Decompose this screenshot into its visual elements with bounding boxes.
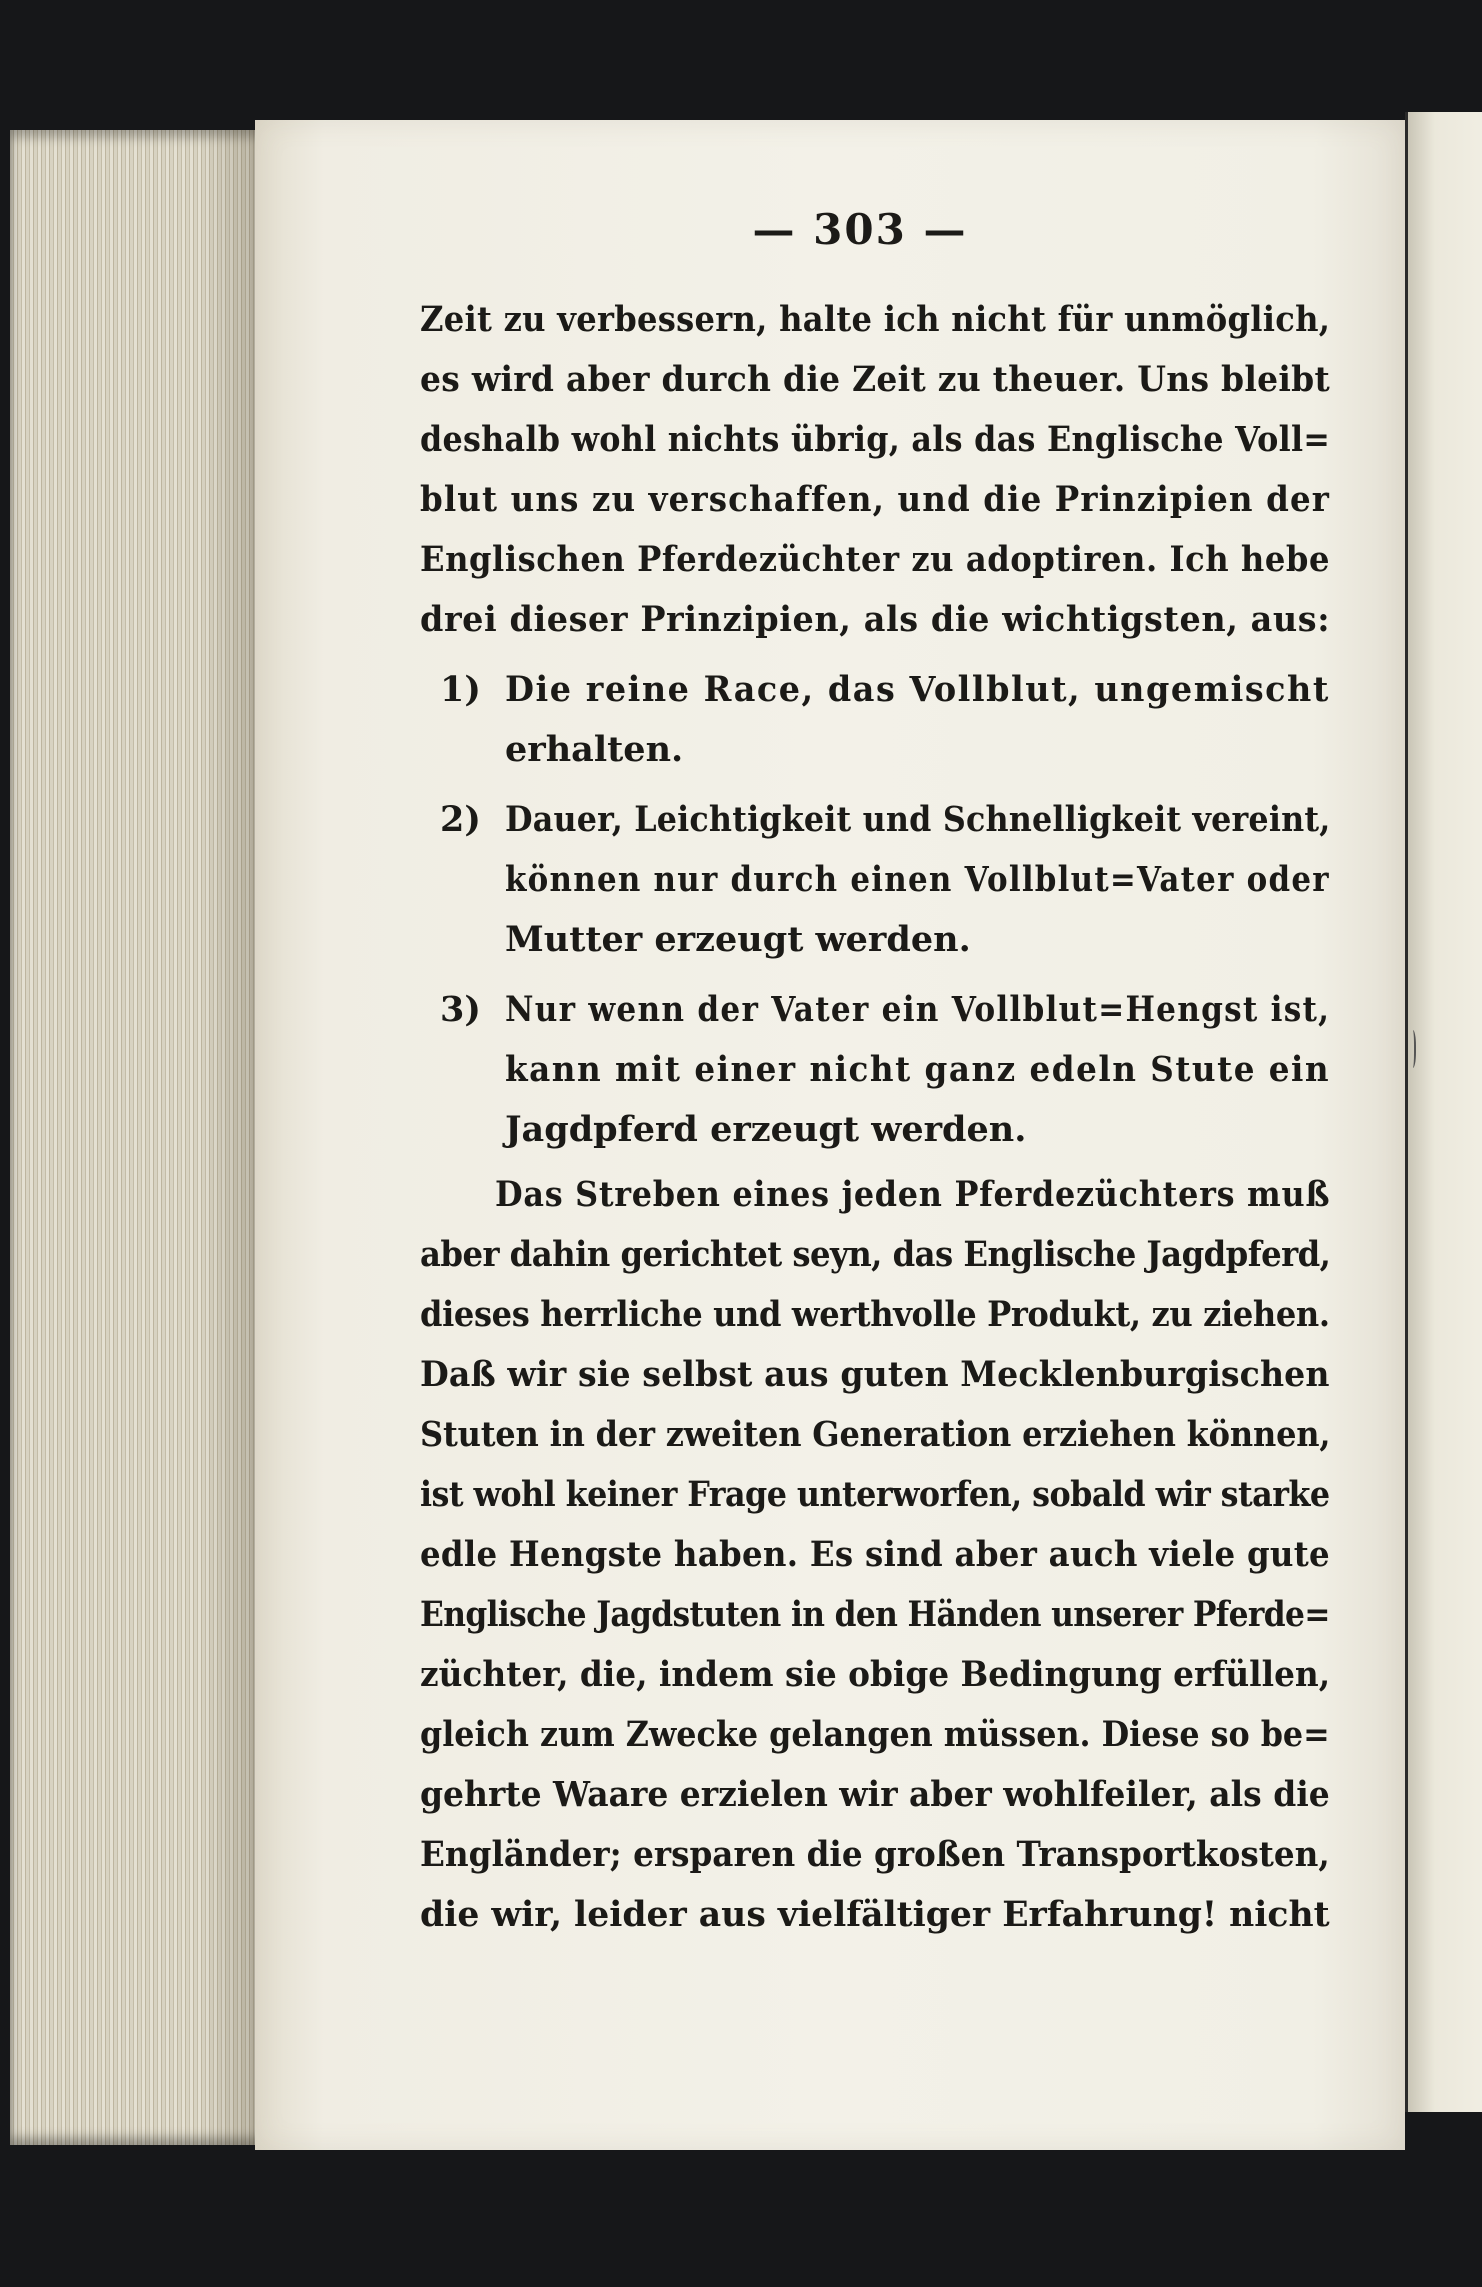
text-line: es wird aber durch die Zeit zu theuer. Uns bleibt: [420, 359, 1330, 400]
list-item-line: Jagdpferd erzeugt werden.: [505, 1109, 1027, 1150]
text-line: gleich zum Zwecke gelangen müssen. Diese so be=: [420, 1714, 1330, 1755]
list-item-line: Mutter erzeugt werden.: [505, 919, 971, 960]
page-edges-shadow: [200, 130, 260, 2145]
text-line: edle Hengste haben. Es sind aber auch viele gute: [420, 1534, 1330, 1575]
list-number: 2): [440, 799, 481, 840]
list-number: 3): [440, 989, 481, 1030]
list-item-line: Nur wenn der Vater ein Vollblut=Hengst ist,: [505, 989, 1331, 1030]
text-line: deshalb wohl nichts übrig, als das Englische Voll=: [420, 419, 1331, 460]
adjacent-page-edge: [1405, 112, 1482, 2112]
text-line: drei dieser Prinzipien, als die wichtigsten, aus:: [420, 599, 1331, 640]
list-item-line: kann mit einer nicht ganz edeln Stute ein: [505, 1049, 1331, 1090]
page-number: — 303 —: [752, 205, 968, 254]
text-line: blut uns zu verschaffen, und die Prinzipien der: [420, 479, 1330, 520]
text-line: Englische Jagdstuten in den Händen unserer Pferde=: [420, 1594, 1330, 1635]
list-item-line: Dauer, Leichtigkeit und Schnelligkeit vereint,: [505, 799, 1331, 840]
text-line: dieses herrliche und werthvolle Produkt, zu ziehen.: [420, 1294, 1330, 1335]
list-item-line: Die reine Race, das Vollblut, ungemischt: [505, 669, 1330, 710]
text-line: züchter, die, indem sie obige Bedingung erfüllen,: [420, 1654, 1331, 1695]
list-number: 1): [440, 669, 481, 710]
text-line: Engländer; ersparen die großen Transportkosten,: [420, 1834, 1330, 1875]
text-line: Das Streben eines jeden Pferdezüchters muß: [495, 1174, 1331, 1215]
text-line: aber dahin gerichtet seyn, das Englische Jagdpferd,: [420, 1234, 1331, 1275]
margin-bracket-mark: [1408, 1030, 1416, 1068]
text-line: gehrte Waare erzielen wir aber wohlfeiler, als die: [420, 1774, 1330, 1815]
text-line: Englischen Pferdezüchter zu adoptiren. Ich hebe: [420, 539, 1330, 580]
list-item-line: erhalten.: [505, 729, 684, 770]
text-line: Daß wir sie selbst aus guten Mecklenburgischen: [420, 1354, 1330, 1395]
text-line: ist wohl keiner Frage unterworfen, sobald wir starke: [420, 1474, 1330, 1515]
text-line: die wir, leider aus vielfältiger Erfahrung! nicht: [420, 1894, 1330, 1935]
text-line: Zeit zu verbessern, halte ich nicht für unmöglich,: [420, 299, 1331, 340]
list-item-line: können nur durch einen Vollblut=Vater oder: [505, 859, 1330, 900]
text-line: Stuten in der zweiten Generation erziehen können,: [420, 1414, 1331, 1455]
